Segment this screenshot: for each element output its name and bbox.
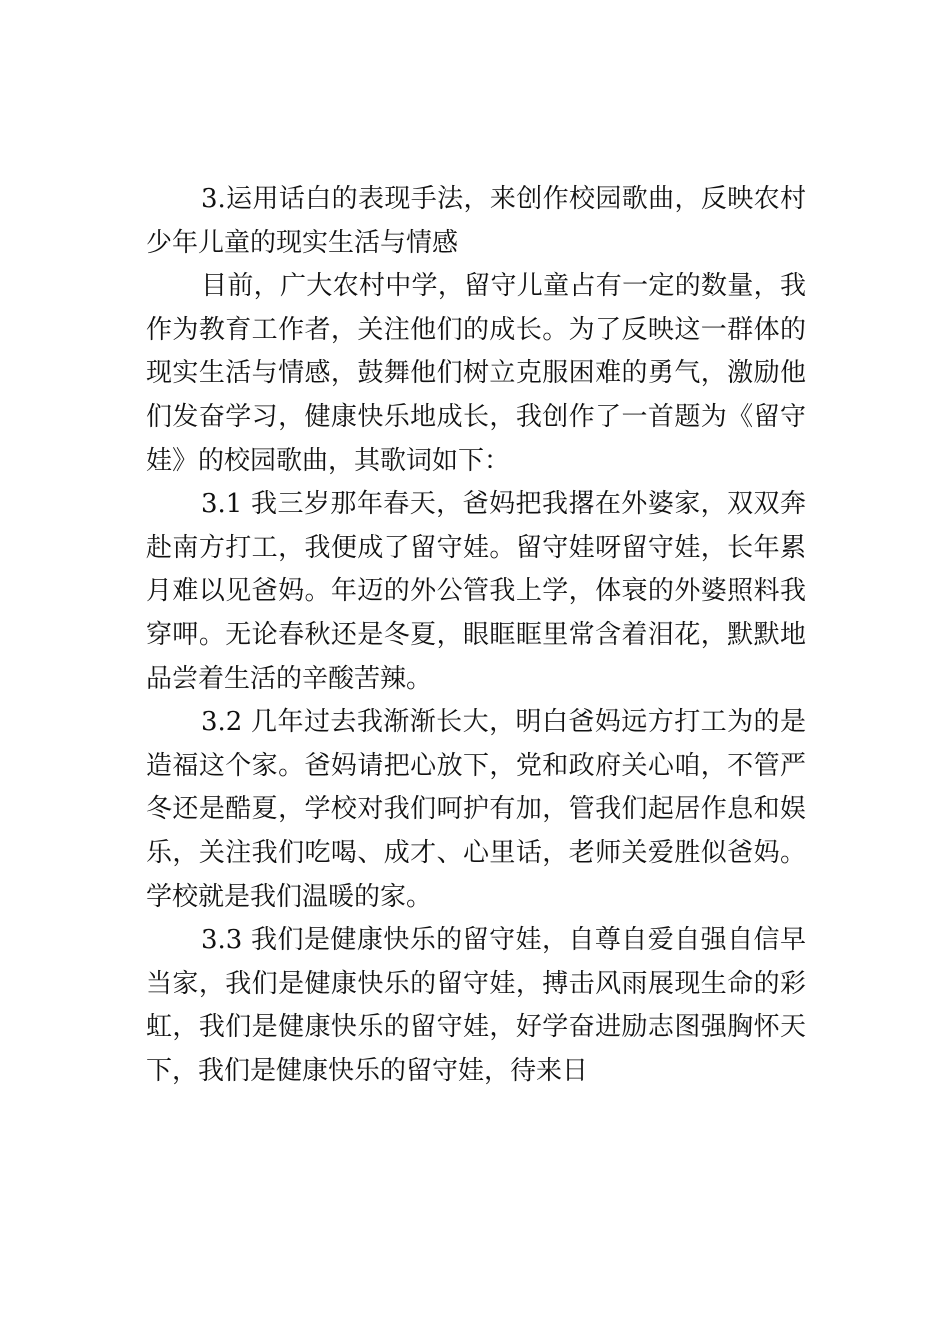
lyrics-verse-1: 3.1 我三岁那年春天，爸妈把我撂在外婆家，双双奔赴南方打工，我便成了留守娃。留守娃呀留守娃，长年累月难以见爸妈。年迈的外公管我上学，体衰的外婆照料我穿呷。无论春秋还是冬夏，眼眶眶里常含着泪花，默默地品尝着生活的辛酸苦辣。 [146, 489, 806, 694]
document-body [146, 178, 806, 1093]
lyrics-verse-2: 3.2 几年过去我渐渐长大，明白爸妈远方打工为的是造福这个家。爸妈请把心放下，党和政府关心咱，不管严冬还是酷夏，学校对我们呵护有加，管我们起居作息和娱乐，关注我们吃喝、成才、心里话，老师关爱胜似爸妈。学校就是我们温暖的家。 [146, 707, 806, 912]
intro-paragraph: 目前，广大农村中学，留守儿童占有一定的数量，我作为教育工作者，关注他们的成长。为了反映这一群体的现实生活与情感，鼓舞他们树立克服困难的勇气，激励他们发奋学习，健康快乐地成长，我创作了一首题为《留守娃》的校园歌曲，其歌词如下： [146, 271, 806, 476]
lyrics-verse-3: 3.3 我们是健康快乐的留守娃，自尊自爱自强自信早当家，我们是健康快乐的留守娃，搏击风雨展现生命的彩虹，我们是健康快乐的留守娃，好学奋进励志图强胸怀天下，我们是健康快乐的留守娃，待来日 [146, 925, 806, 1086]
section-heading-paragraph: 3.运用话白的表现手法，来创作校园歌曲，反映农村少年儿童的现实生活与情感 [146, 184, 806, 258]
